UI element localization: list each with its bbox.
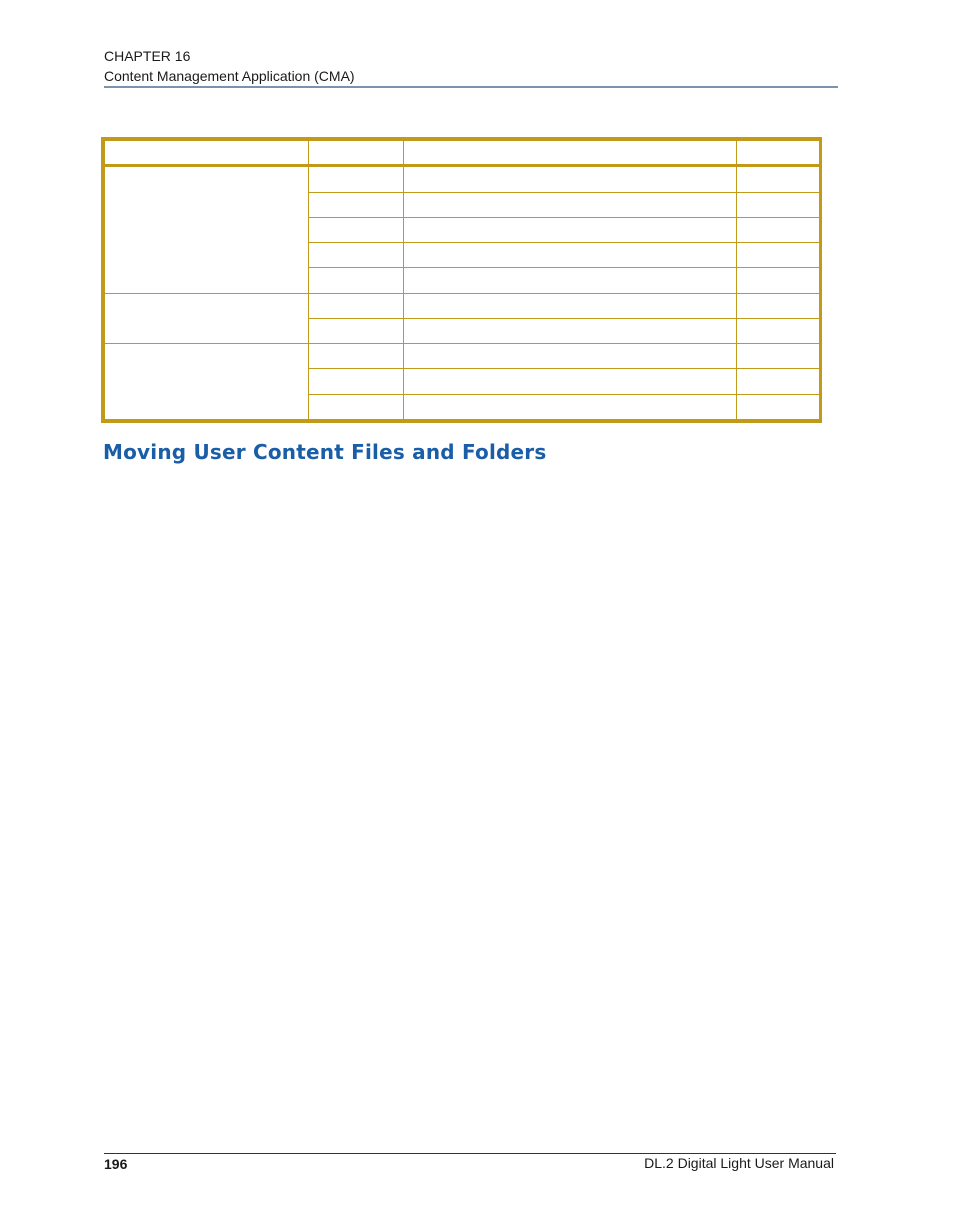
table-cell xyxy=(404,243,737,268)
chapter-label: CHAPTER 16 xyxy=(104,48,191,64)
page-number: 196 xyxy=(104,1156,128,1172)
table-row xyxy=(105,293,820,318)
table-cell xyxy=(737,166,820,192)
table-cell xyxy=(404,318,737,343)
table-row xyxy=(105,344,820,369)
table-cell xyxy=(309,318,404,343)
data-table xyxy=(101,137,822,423)
table-cell xyxy=(309,369,404,394)
running-header xyxy=(104,46,838,86)
table-cell xyxy=(309,268,404,293)
table-cell xyxy=(309,243,404,268)
table-cell xyxy=(309,293,404,318)
table-cell xyxy=(309,394,404,419)
table-row xyxy=(105,166,820,192)
table-cell xyxy=(737,369,820,394)
table-header-row xyxy=(105,141,820,166)
table-cell xyxy=(737,344,820,369)
table-cell xyxy=(309,166,404,192)
table-group-cell xyxy=(105,166,309,293)
table-group-cell xyxy=(105,293,309,344)
table-header-cell xyxy=(309,141,404,166)
table-cell xyxy=(737,318,820,343)
table-cell xyxy=(737,293,820,318)
table-cell xyxy=(737,243,820,268)
table-header-cell xyxy=(404,141,737,166)
table-cell xyxy=(737,394,820,419)
manual-title: DL.2 Digital Light User Manual xyxy=(644,1155,834,1171)
table-cell xyxy=(309,192,404,217)
chapter-title: Content Management Application (CMA) xyxy=(104,68,355,84)
header-divider xyxy=(104,86,838,88)
section-heading: Moving User Content Files and Folders xyxy=(103,440,547,464)
table-cell xyxy=(737,268,820,293)
table-cell xyxy=(404,217,737,242)
table-cell xyxy=(404,394,737,419)
table-cell xyxy=(404,369,737,394)
table-cell xyxy=(309,217,404,242)
table-cell xyxy=(404,166,737,192)
table-cell xyxy=(737,217,820,242)
table-cell xyxy=(404,344,737,369)
table-cell xyxy=(737,192,820,217)
footer-divider xyxy=(104,1153,836,1154)
table-header-cell xyxy=(737,141,820,166)
table-cell xyxy=(404,192,737,217)
table-cell xyxy=(404,268,737,293)
table-cell xyxy=(404,293,737,318)
table-cell xyxy=(309,344,404,369)
table-header-cell xyxy=(105,141,309,166)
table-group-cell xyxy=(105,344,309,420)
